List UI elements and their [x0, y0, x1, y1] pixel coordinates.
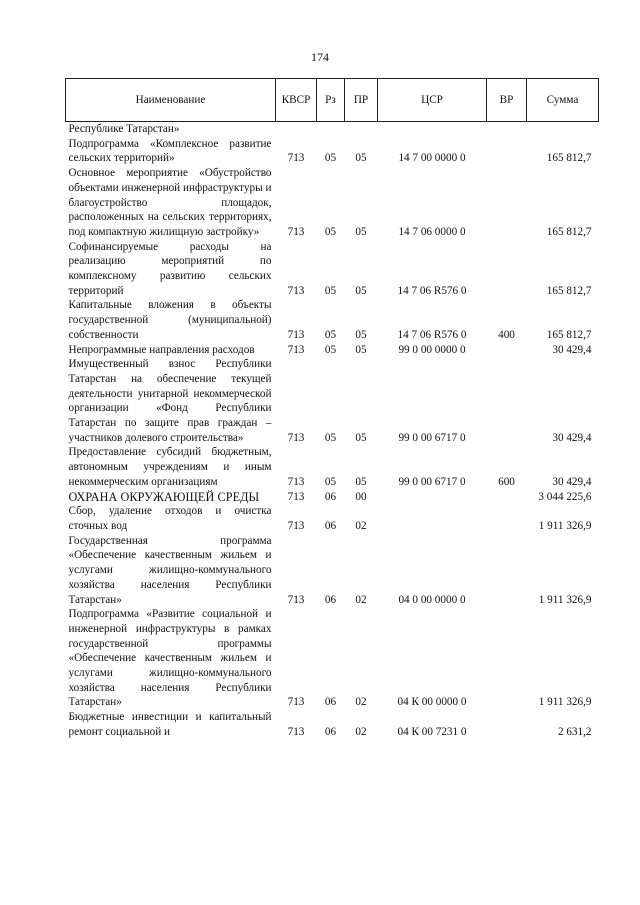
row-sum: 1 911 326,9 [538, 519, 592, 532]
row-rz: 05 [324, 343, 337, 356]
row-vr [487, 166, 527, 240]
row-csr: 04 0 00 0000 0 [398, 593, 466, 606]
row-name: Основное мероприятие «Обустройство объектами инженерной инфраструктуры и благоустройство площадок, расположенных на сельских территориях, под компактную жилищную застройку» [68, 167, 272, 238]
table-row [66, 490, 599, 505]
row-vr [487, 357, 527, 445]
row-name: Предоставление субсидий бюджетным, автономным учреждениям и иным некоммерческим организациям [68, 446, 272, 488]
row-name: Имущественный взнос Республики Татарстан на обеспечение текущей деятельности унитарной некоммерческой организации «Фонд Республики Татарстан по защите прав граждан – участников долевого строительства» [68, 358, 272, 444]
row-kvsr: 713 [287, 725, 305, 738]
row-vr [487, 504, 527, 533]
row-rz: 05 [324, 284, 337, 297]
row-rz: 06 [324, 490, 337, 503]
row-kvsr: 713 [287, 519, 305, 532]
row-sum [527, 122, 599, 137]
row-pr: 05 [355, 431, 367, 444]
row-rz: 05 [324, 431, 337, 444]
row-kvsr: 713 [287, 490, 305, 503]
row-vr [487, 534, 527, 608]
row-kvsr: 713 [287, 152, 305, 165]
table-row [66, 122, 599, 137]
row-sum: 165 812,7 [546, 225, 592, 238]
table-row [66, 166, 599, 240]
row-csr: 04 К 00 0000 0 [397, 696, 467, 709]
header-csr: ЦСР [378, 79, 487, 122]
row-name: Софинансируемые расходы на реализацию мероприятий по комплексному развитию сельских территорий [68, 240, 272, 297]
row-name: Капитальные вложения в объекты государственной (муниципальной) собственности [68, 299, 272, 341]
row-csr: 04 К 00 7231 0 [397, 725, 467, 738]
row-csr [378, 122, 487, 137]
row-kvsr: 713 [287, 593, 305, 606]
row-kvsr: 713 [287, 475, 305, 488]
page-number: 174 [311, 50, 329, 64]
row-name: Непрограммные направления расходов [68, 343, 255, 356]
row-csr: 99 0 00 6717 0 [398, 475, 466, 488]
row-sum: 1 911 326,9 [538, 593, 592, 606]
row-sum: 1 911 326,9 [538, 696, 592, 709]
row-csr: 14 7 06 R576 0 [397, 328, 467, 341]
row-rz [317, 122, 345, 137]
row-pr: 02 [355, 593, 367, 606]
header-sum: Сумма [527, 79, 599, 122]
table-header-row [66, 79, 599, 122]
row-name: Республике Татарстан» [68, 123, 180, 135]
row-sum: 30 429,4 [552, 475, 592, 488]
table-row [66, 343, 599, 358]
row-kvsr: 713 [287, 225, 305, 238]
table-row [66, 504, 599, 533]
row-pr [345, 122, 378, 137]
row-csr: 14 7 00 0000 0 [398, 152, 466, 165]
row-vr [487, 607, 527, 710]
row-vr [487, 122, 527, 137]
row-rz: 06 [324, 725, 337, 738]
row-name: Государственная программа «Обеспечение качественным жильем и услугами жилищно-коммунального хозяйства населения Республики Татарстан» [68, 534, 272, 606]
row-rz: 05 [324, 328, 337, 341]
row-csr: 99 0 00 0000 0 [398, 343, 466, 356]
header-pr: ПР [345, 79, 378, 122]
row-kvsr: 713 [287, 696, 305, 709]
row-rz: 05 [324, 152, 337, 165]
row-vr: 600 [498, 475, 515, 488]
row-sum: 30 429,4 [552, 343, 592, 356]
table-row [66, 710, 599, 739]
row-rz: 05 [324, 475, 337, 488]
row-pr: 05 [355, 225, 367, 238]
row-sum: 165 812,7 [546, 152, 592, 165]
row-vr [487, 490, 527, 505]
header-kvsr: КВСР [276, 79, 317, 122]
row-sum: 30 429,4 [552, 431, 592, 444]
row-pr: 05 [355, 328, 367, 341]
row-sum: 3 044 225,6 [538, 490, 592, 503]
row-pr: 05 [355, 152, 367, 165]
row-rz: 06 [324, 696, 337, 709]
row-pr: 05 [355, 343, 367, 356]
row-kvsr: 713 [287, 284, 305, 297]
row-vr [487, 240, 527, 299]
row-name: Бюджетные инвестиции и капитальный ремонт социальной и [68, 711, 272, 738]
budget-table [65, 78, 599, 740]
header-rz: Рз [317, 79, 345, 122]
row-csr: 14 7 06 R576 0 [397, 284, 467, 297]
table-row [66, 534, 599, 608]
row-pr: 00 [355, 490, 367, 503]
row-vr [487, 343, 527, 358]
table-row [66, 298, 599, 342]
row-pr: 02 [355, 725, 367, 738]
row-rz: 05 [324, 225, 337, 238]
row-name: Подпрограмма «Комплексное развитие сельских территорий» [68, 137, 272, 165]
row-sum: 165 812,7 [546, 284, 592, 297]
row-csr [378, 490, 487, 505]
header-name: Наименование [66, 79, 276, 122]
row-csr: 99 0 00 6717 0 [398, 431, 466, 444]
row-vr [487, 137, 527, 166]
row-csr: 14 7 06 0000 0 [398, 225, 466, 238]
table-row [66, 445, 599, 489]
table-row [66, 607, 599, 710]
row-vr: 400 [498, 328, 515, 341]
table-row [66, 137, 599, 166]
table-row [66, 357, 599, 445]
table-row [66, 240, 599, 299]
row-kvsr: 713 [287, 343, 305, 356]
row-name: ОХРАНА ОКРУЖАЮЩЕЙ СРЕДЫ [68, 489, 260, 504]
row-kvsr [276, 122, 317, 137]
header-vr: ВР [487, 79, 527, 122]
row-kvsr: 713 [287, 328, 305, 341]
row-pr: 05 [355, 475, 367, 488]
row-pr: 02 [355, 519, 367, 532]
row-rz: 06 [324, 593, 337, 606]
row-name: Сбор, удаление отходов и очистка сточных вод [68, 505, 272, 532]
row-pr: 02 [355, 696, 367, 709]
row-pr: 05 [355, 284, 367, 297]
row-csr [378, 504, 487, 533]
row-rz: 06 [324, 519, 337, 532]
row-kvsr: 713 [287, 431, 305, 444]
row-sum: 2 631,2 [557, 725, 592, 738]
row-sum: 165 812,7 [546, 328, 592, 341]
row-vr [487, 710, 527, 739]
row-name: Подпрограмма «Развитие социальной и инженерной инфраструктуры в рамках государственной программы «Обеспечение качественным жильем и услугами жилищно-коммунального хозяйства населения Республики Татарстан» [68, 608, 272, 709]
